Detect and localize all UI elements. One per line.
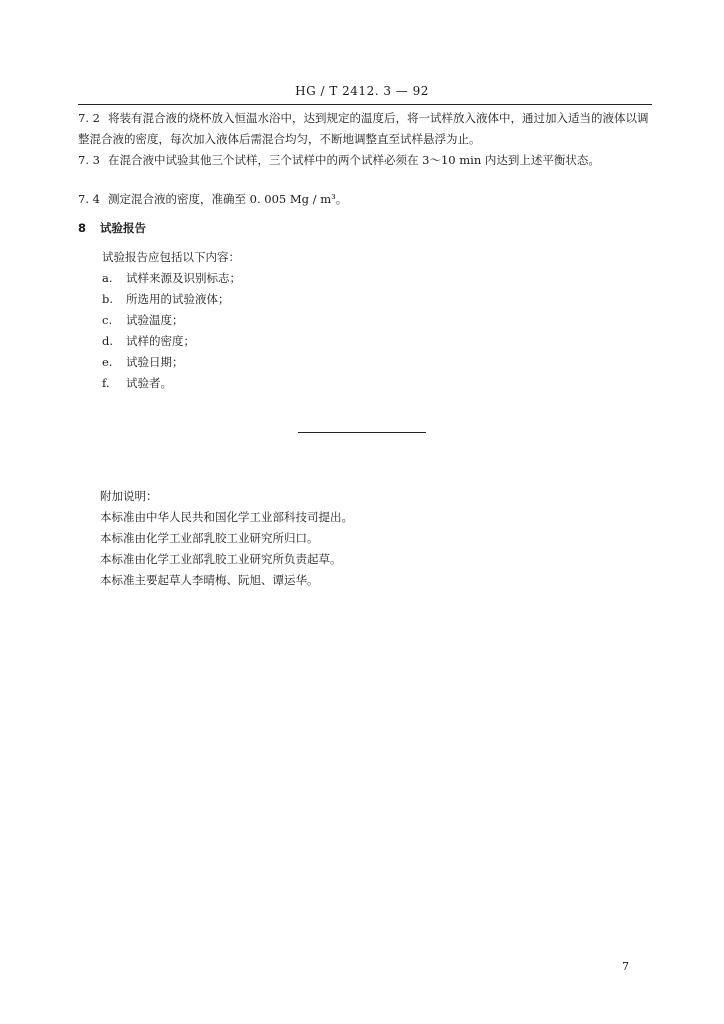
notes-line: 本标准由化学工业部乳胶工业研究所归口。 (100, 531, 319, 545)
section-number: 8 (78, 221, 87, 235)
clause-7-4 (78, 189, 654, 210)
section-8-heading (78, 218, 146, 239)
list-item (102, 352, 241, 373)
page-header (0, 84, 724, 98)
list-marker: a. (102, 271, 113, 285)
list-marker: e. (102, 355, 113, 369)
report-intro: 试验报告应包括以下内容： (102, 250, 240, 264)
list-item (102, 268, 241, 289)
header-rule (78, 104, 652, 105)
list-marker: c. (102, 313, 113, 327)
clause-text: 将装有混合液的烧杯放入恒温水浴中，达到规定的温度后，将一试样放入液体中，通过加入适当的液体以调整混合液的密度，每次加入液体后需混合均匀，不断地调整直至试样悬浮为止。 (78, 111, 649, 146)
clause-text: 测定混合液的密度，准确至 0. 005 Mg / m³。 (108, 192, 348, 206)
notes-line: 本标准由中华人民共和国化学工业部科技司提出。 (100, 510, 353, 524)
list-item-text: 试样的密度； (126, 334, 195, 348)
clause-7-2 (78, 108, 654, 150)
notes-line: 本标准由化学工业部乳胶工业研究所负责起草。 (100, 552, 342, 566)
list-marker: d. (102, 334, 114, 348)
clause-number: 7. 4 (78, 192, 100, 206)
list-marker: b. (102, 292, 114, 306)
section-divider (298, 432, 426, 433)
section-title: 试验报告 (100, 221, 146, 235)
standard-code: HG / T 2412. 3 — 92 (295, 84, 429, 98)
clause-text: 在混合液中试验其他三个试样，三个试样中的两个试样必须在 3～10 min 内达到上述平衡状态。 (108, 153, 600, 167)
list-item (102, 373, 241, 394)
additional-notes (100, 486, 353, 591)
list-marker: f. (102, 376, 110, 390)
list-item-text: 试验日期； (126, 355, 184, 369)
notes-line: 本标准主要起草人李晴梅、阮旭、谭运华。 (100, 573, 319, 587)
clause-7-3 (78, 150, 654, 171)
report-contents-list (102, 268, 241, 394)
list-item-text: 所选用的试验液体； (126, 292, 230, 306)
list-item-text: 试验者。 (126, 376, 172, 390)
list-item (102, 289, 241, 310)
notes-heading: 附加说明： (100, 489, 158, 503)
list-item (102, 310, 241, 331)
list-item-text: 试样来源及识别标志； (126, 271, 241, 285)
clause-number: 7. 2 (78, 111, 100, 125)
clause-number: 7. 3 (78, 153, 100, 167)
page-number: 7 (622, 960, 629, 973)
list-item (102, 331, 241, 352)
list-item-text: 试验温度； (126, 313, 184, 327)
